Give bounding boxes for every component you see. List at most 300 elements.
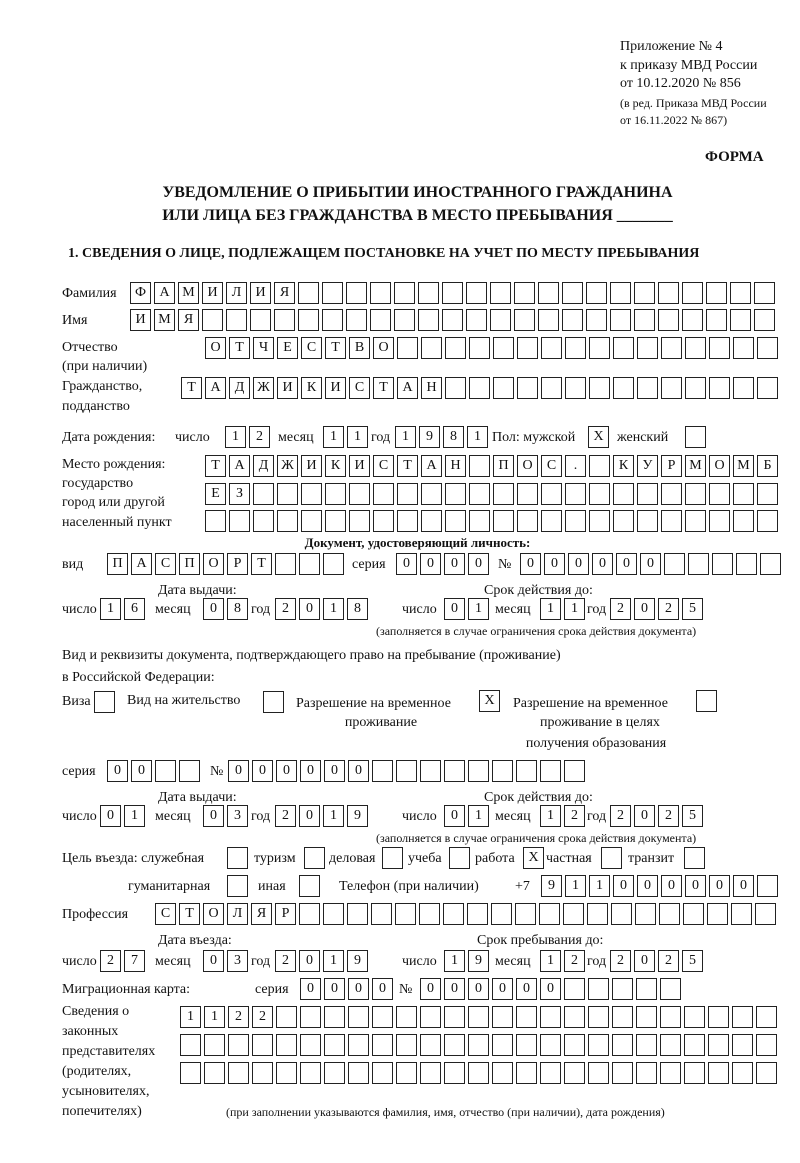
char-cell[interactable]: 0 xyxy=(444,553,465,575)
char-cell[interactable]: Л xyxy=(226,282,247,304)
char-cell[interactable] xyxy=(538,309,559,331)
char-cell[interactable] xyxy=(445,483,466,505)
char-cell[interactable]: И xyxy=(202,282,223,304)
char-cell[interactable]: П xyxy=(107,553,128,575)
char-cell[interactable]: . xyxy=(565,455,586,477)
char-cell[interactable] xyxy=(301,483,322,505)
char-cell[interactable] xyxy=(466,309,487,331)
char-cell[interactable]: 3 xyxy=(227,950,248,972)
char-cell[interactable] xyxy=(635,903,656,925)
char-cell[interactable] xyxy=(708,1006,729,1028)
char-cell[interactable] xyxy=(444,1034,465,1056)
char-cell[interactable]: 2 xyxy=(610,950,631,972)
char-cell[interactable]: З xyxy=(229,483,250,505)
char-cell[interactable] xyxy=(732,1062,753,1084)
char-cell[interactable] xyxy=(684,1006,705,1028)
char-cell[interactable] xyxy=(589,510,610,532)
char-cell[interactable]: 0 xyxy=(634,805,655,827)
char-cell[interactable]: 0 xyxy=(544,553,565,575)
char-cell[interactable] xyxy=(660,1034,681,1056)
char-cell[interactable] xyxy=(346,282,367,304)
char-cell[interactable] xyxy=(564,978,585,1000)
char-cell[interactable]: 0 xyxy=(348,760,369,782)
char-cell[interactable] xyxy=(756,1006,777,1028)
char-cell[interactable] xyxy=(612,1062,633,1084)
res-series-field[interactable] xyxy=(107,760,200,782)
char-cell[interactable] xyxy=(396,760,417,782)
char-cell[interactable]: 5 xyxy=(682,805,703,827)
char-cell[interactable]: С xyxy=(155,903,176,925)
char-cell[interactable] xyxy=(610,282,631,304)
char-cell[interactable] xyxy=(370,309,391,331)
char-cell[interactable] xyxy=(445,510,466,532)
char-cell[interactable]: 1 xyxy=(565,875,586,897)
char-cell[interactable]: 0 xyxy=(131,760,152,782)
id-issue-year-field[interactable] xyxy=(275,598,368,620)
char-cell[interactable] xyxy=(226,309,247,331)
char-cell[interactable] xyxy=(493,377,514,399)
char-cell[interactable]: М xyxy=(733,455,754,477)
char-cell[interactable] xyxy=(733,483,754,505)
char-cell[interactable]: 0 xyxy=(468,978,489,1000)
char-cell[interactable] xyxy=(299,903,320,925)
char-cell[interactable]: С xyxy=(349,377,370,399)
entry-year-field[interactable] xyxy=(275,950,368,972)
char-cell[interactable] xyxy=(706,309,727,331)
char-cell[interactable] xyxy=(612,978,633,1000)
char-cell[interactable]: Т xyxy=(179,903,200,925)
char-cell[interactable] xyxy=(370,282,391,304)
char-cell[interactable] xyxy=(274,309,295,331)
char-cell[interactable] xyxy=(516,1062,537,1084)
char-cell[interactable] xyxy=(589,483,610,505)
char-cell[interactable]: 2 xyxy=(275,805,296,827)
char-cell[interactable] xyxy=(371,903,392,925)
char-cell[interactable] xyxy=(709,337,730,359)
char-cell[interactable]: 1 xyxy=(468,598,489,620)
char-cell[interactable] xyxy=(299,553,320,575)
char-cell[interactable] xyxy=(636,1006,657,1028)
char-cell[interactable] xyxy=(683,903,704,925)
char-cell[interactable]: Д xyxy=(229,377,250,399)
char-cell[interactable] xyxy=(323,553,344,575)
char-cell[interactable] xyxy=(420,1006,441,1028)
char-cell[interactable]: Л xyxy=(227,903,248,925)
reps-field-3[interactable] xyxy=(180,1062,777,1084)
char-cell[interactable]: 8 xyxy=(347,598,368,620)
char-cell[interactable]: А xyxy=(229,455,250,477)
char-cell[interactable] xyxy=(298,309,319,331)
char-cell[interactable] xyxy=(659,903,680,925)
char-cell[interactable] xyxy=(637,510,658,532)
char-cell[interactable]: Я xyxy=(251,903,272,925)
char-cell[interactable]: О xyxy=(203,553,224,575)
char-cell[interactable]: 0 xyxy=(228,760,249,782)
char-cell[interactable] xyxy=(664,553,685,575)
char-cell[interactable] xyxy=(276,1062,297,1084)
char-cell[interactable]: 2 xyxy=(610,805,631,827)
char-cell[interactable]: И xyxy=(250,282,271,304)
char-cell[interactable]: О xyxy=(205,337,226,359)
char-cell[interactable] xyxy=(589,455,610,477)
char-cell[interactable] xyxy=(517,483,538,505)
char-cell[interactable]: К xyxy=(325,455,346,477)
char-cell[interactable]: Т xyxy=(251,553,272,575)
phone-field[interactable] xyxy=(541,875,778,897)
char-cell[interactable] xyxy=(688,553,709,575)
char-cell[interactable] xyxy=(731,903,752,925)
char-cell[interactable] xyxy=(443,903,464,925)
char-cell[interactable] xyxy=(348,1034,369,1056)
purpose-work-checkbox[interactable]: X xyxy=(523,847,544,869)
char-cell[interactable] xyxy=(708,1034,729,1056)
char-cell[interactable] xyxy=(541,337,562,359)
char-cell[interactable]: 0 xyxy=(444,978,465,1000)
char-cell[interactable]: 0 xyxy=(468,553,489,575)
char-cell[interactable]: 0 xyxy=(733,875,754,897)
char-cell[interactable]: 2 xyxy=(228,1006,249,1028)
char-cell[interactable] xyxy=(372,1006,393,1028)
char-cell[interactable] xyxy=(660,1062,681,1084)
res-issue-month-field[interactable] xyxy=(203,805,248,827)
char-cell[interactable]: 0 xyxy=(516,978,537,1000)
profession-field[interactable] xyxy=(155,903,776,925)
visa-checkbox[interactable] xyxy=(94,691,115,713)
char-cell[interactable]: 5 xyxy=(682,598,703,620)
char-cell[interactable] xyxy=(467,903,488,925)
char-cell[interactable] xyxy=(540,1062,561,1084)
char-cell[interactable] xyxy=(442,309,463,331)
char-cell[interactable] xyxy=(562,309,583,331)
char-cell[interactable] xyxy=(277,483,298,505)
char-cell[interactable] xyxy=(395,903,416,925)
char-cell[interactable]: И xyxy=(277,377,298,399)
char-cell[interactable] xyxy=(420,1034,441,1056)
purpose-study-checkbox[interactable] xyxy=(449,847,470,869)
char-cell[interactable] xyxy=(322,282,343,304)
char-cell[interactable] xyxy=(707,903,728,925)
char-cell[interactable] xyxy=(637,377,658,399)
char-cell[interactable] xyxy=(394,309,415,331)
char-cell[interactable]: 1 xyxy=(124,805,145,827)
char-cell[interactable] xyxy=(660,1006,681,1028)
char-cell[interactable]: 0 xyxy=(709,875,730,897)
char-cell[interactable]: Т xyxy=(205,455,226,477)
char-cell[interactable]: Е xyxy=(277,337,298,359)
char-cell[interactable]: Е xyxy=(205,483,226,505)
char-cell[interactable]: Т xyxy=(229,337,250,359)
stay-month-field[interactable] xyxy=(540,950,585,972)
char-cell[interactable]: 0 xyxy=(276,760,297,782)
char-cell[interactable] xyxy=(468,1034,489,1056)
char-cell[interactable] xyxy=(661,337,682,359)
char-cell[interactable]: 1 xyxy=(540,598,561,620)
char-cell[interactable] xyxy=(709,483,730,505)
entry-day-field[interactable] xyxy=(100,950,145,972)
char-cell[interactable]: 0 xyxy=(616,553,637,575)
char-cell[interactable] xyxy=(732,1006,753,1028)
char-cell[interactable]: Т xyxy=(373,377,394,399)
char-cell[interactable]: 0 xyxy=(396,553,417,575)
char-cell[interactable] xyxy=(444,1006,465,1028)
char-cell[interactable] xyxy=(466,282,487,304)
char-cell[interactable]: И xyxy=(349,455,370,477)
char-cell[interactable]: 1 xyxy=(444,950,465,972)
char-cell[interactable] xyxy=(349,510,370,532)
res-valid-year-field[interactable] xyxy=(610,805,703,827)
char-cell[interactable] xyxy=(610,309,631,331)
char-cell[interactable] xyxy=(684,1062,705,1084)
char-cell[interactable] xyxy=(418,309,439,331)
char-cell[interactable]: 0 xyxy=(492,978,513,1000)
char-cell[interactable]: 0 xyxy=(107,760,128,782)
char-cell[interactable] xyxy=(204,1062,225,1084)
char-cell[interactable]: 9 xyxy=(419,426,440,448)
char-cell[interactable]: 0 xyxy=(299,598,320,620)
char-cell[interactable] xyxy=(564,1062,585,1084)
char-cell[interactable] xyxy=(588,978,609,1000)
char-cell[interactable]: 1 xyxy=(564,598,585,620)
char-cell[interactable]: 1 xyxy=(468,805,489,827)
char-cell[interactable]: 0 xyxy=(348,978,369,1000)
name-field[interactable] xyxy=(130,309,775,331)
char-cell[interactable]: 1 xyxy=(540,950,561,972)
char-cell[interactable]: 0 xyxy=(637,875,658,897)
char-cell[interactable] xyxy=(372,760,393,782)
char-cell[interactable]: М xyxy=(178,282,199,304)
char-cell[interactable] xyxy=(490,309,511,331)
char-cell[interactable] xyxy=(562,282,583,304)
char-cell[interactable]: 0 xyxy=(324,760,345,782)
stay-day-field[interactable] xyxy=(444,950,489,972)
char-cell[interactable] xyxy=(541,377,562,399)
char-cell[interactable] xyxy=(636,978,657,1000)
char-cell[interactable] xyxy=(660,978,681,1000)
birth-year-field[interactable] xyxy=(395,426,488,448)
char-cell[interactable] xyxy=(250,309,271,331)
char-cell[interactable]: 3 xyxy=(227,805,248,827)
char-cell[interactable] xyxy=(298,282,319,304)
char-cell[interactable] xyxy=(613,510,634,532)
char-cell[interactable] xyxy=(730,282,751,304)
char-cell[interactable] xyxy=(180,1034,201,1056)
char-cell[interactable]: 8 xyxy=(227,598,248,620)
char-cell[interactable] xyxy=(613,483,634,505)
char-cell[interactable] xyxy=(252,1034,273,1056)
char-cell[interactable]: 0 xyxy=(444,805,465,827)
char-cell[interactable] xyxy=(712,553,733,575)
char-cell[interactable] xyxy=(253,510,274,532)
char-cell[interactable] xyxy=(589,377,610,399)
char-cell[interactable] xyxy=(324,1062,345,1084)
res-valid-month-field[interactable] xyxy=(540,805,585,827)
char-cell[interactable]: Ж xyxy=(253,377,274,399)
char-cell[interactable]: Т xyxy=(181,377,202,399)
char-cell[interactable] xyxy=(589,337,610,359)
char-cell[interactable]: 1 xyxy=(323,950,344,972)
char-cell[interactable]: 8 xyxy=(443,426,464,448)
char-cell[interactable]: У xyxy=(637,455,658,477)
char-cell[interactable]: 0 xyxy=(613,875,634,897)
char-cell[interactable] xyxy=(444,1062,465,1084)
char-cell[interactable] xyxy=(563,903,584,925)
char-cell[interactable] xyxy=(756,1034,777,1056)
char-cell[interactable] xyxy=(493,483,514,505)
char-cell[interactable] xyxy=(538,282,559,304)
purpose-humanitarian-checkbox[interactable] xyxy=(227,875,248,897)
surname-field[interactable] xyxy=(130,282,775,304)
char-cell[interactable]: 0 xyxy=(203,950,224,972)
char-cell[interactable] xyxy=(636,1062,657,1084)
char-cell[interactable] xyxy=(757,510,778,532)
char-cell[interactable] xyxy=(517,377,538,399)
purpose-business-checkbox[interactable] xyxy=(382,847,403,869)
char-cell[interactable] xyxy=(564,760,585,782)
char-cell[interactable] xyxy=(372,1062,393,1084)
char-cell[interactable]: И xyxy=(301,455,322,477)
char-cell[interactable]: 1 xyxy=(225,426,246,448)
char-cell[interactable] xyxy=(348,1006,369,1028)
char-cell[interactable] xyxy=(324,1006,345,1028)
char-cell[interactable] xyxy=(469,510,490,532)
char-cell[interactable]: 0 xyxy=(420,978,441,1000)
char-cell[interactable]: 9 xyxy=(347,805,368,827)
char-cell[interactable]: К xyxy=(613,455,634,477)
res-issue-day-field[interactable] xyxy=(100,805,145,827)
char-cell[interactable]: 0 xyxy=(634,950,655,972)
char-cell[interactable]: 9 xyxy=(347,950,368,972)
char-cell[interactable] xyxy=(709,510,730,532)
char-cell[interactable] xyxy=(180,1062,201,1084)
char-cell[interactable]: 1 xyxy=(347,426,368,448)
char-cell[interactable]: 2 xyxy=(658,950,679,972)
char-cell[interactable] xyxy=(516,1034,537,1056)
char-cell[interactable] xyxy=(394,282,415,304)
char-cell[interactable] xyxy=(682,282,703,304)
char-cell[interactable] xyxy=(204,1034,225,1056)
char-cell[interactable]: 9 xyxy=(468,950,489,972)
char-cell[interactable]: 2 xyxy=(610,598,631,620)
char-cell[interactable] xyxy=(444,760,465,782)
char-cell[interactable]: О xyxy=(203,903,224,925)
char-cell[interactable] xyxy=(347,903,368,925)
char-cell[interactable] xyxy=(661,510,682,532)
char-cell[interactable] xyxy=(275,553,296,575)
char-cell[interactable]: Ж xyxy=(277,455,298,477)
char-cell[interactable] xyxy=(612,1006,633,1028)
char-cell[interactable] xyxy=(685,483,706,505)
char-cell[interactable]: 2 xyxy=(564,950,585,972)
char-cell[interactable] xyxy=(396,1062,417,1084)
char-cell[interactable] xyxy=(754,282,775,304)
char-cell[interactable] xyxy=(325,510,346,532)
char-cell[interactable] xyxy=(612,1034,633,1056)
char-cell[interactable] xyxy=(372,1034,393,1056)
char-cell[interactable] xyxy=(420,760,441,782)
sex-female-checkbox[interactable] xyxy=(685,426,706,448)
char-cell[interactable] xyxy=(517,510,538,532)
char-cell[interactable] xyxy=(708,1062,729,1084)
birth-month-field[interactable] xyxy=(323,426,368,448)
char-cell[interactable] xyxy=(300,1034,321,1056)
char-cell[interactable] xyxy=(756,1062,777,1084)
char-cell[interactable] xyxy=(276,1034,297,1056)
birthplace-field-1[interactable] xyxy=(205,455,778,477)
char-cell[interactable]: 0 xyxy=(372,978,393,1000)
char-cell[interactable]: А xyxy=(421,455,442,477)
char-cell[interactable] xyxy=(736,553,757,575)
char-cell[interactable]: 0 xyxy=(300,978,321,1000)
char-cell[interactable] xyxy=(277,510,298,532)
char-cell[interactable] xyxy=(565,483,586,505)
trp-education-checkbox[interactable] xyxy=(696,690,717,712)
char-cell[interactable] xyxy=(565,510,586,532)
res-number-field[interactable] xyxy=(228,760,585,782)
char-cell[interactable]: 0 xyxy=(444,598,465,620)
char-cell[interactable] xyxy=(301,510,322,532)
char-cell[interactable] xyxy=(540,1034,561,1056)
char-cell[interactable]: 5 xyxy=(682,950,703,972)
char-cell[interactable]: 9 xyxy=(541,875,562,897)
char-cell[interactable]: 2 xyxy=(658,598,679,620)
char-cell[interactable]: И xyxy=(325,377,346,399)
char-cell[interactable] xyxy=(754,309,775,331)
id-valid-month-field[interactable] xyxy=(540,598,585,620)
char-cell[interactable] xyxy=(396,1006,417,1028)
char-cell[interactable] xyxy=(611,903,632,925)
char-cell[interactable] xyxy=(420,1062,441,1084)
char-cell[interactable] xyxy=(421,483,442,505)
citizenship-field[interactable] xyxy=(181,377,778,399)
char-cell[interactable] xyxy=(253,483,274,505)
char-cell[interactable]: О xyxy=(517,455,538,477)
char-cell[interactable] xyxy=(757,875,778,897)
char-cell[interactable]: 0 xyxy=(203,598,224,620)
char-cell[interactable] xyxy=(205,510,226,532)
char-cell[interactable] xyxy=(733,337,754,359)
char-cell[interactable] xyxy=(732,1034,753,1056)
char-cell[interactable]: Я xyxy=(178,309,199,331)
char-cell[interactable] xyxy=(637,483,658,505)
char-cell[interactable]: Д xyxy=(253,455,274,477)
char-cell[interactable] xyxy=(760,553,781,575)
purpose-other-checkbox[interactable] xyxy=(299,875,320,897)
char-cell[interactable]: 0 xyxy=(634,598,655,620)
char-cell[interactable] xyxy=(684,1034,705,1056)
char-cell[interactable] xyxy=(540,760,561,782)
char-cell[interactable] xyxy=(323,903,344,925)
char-cell[interactable] xyxy=(469,455,490,477)
char-cell[interactable] xyxy=(397,510,418,532)
char-cell[interactable] xyxy=(468,760,489,782)
char-cell[interactable]: М xyxy=(154,309,175,331)
char-cell[interactable] xyxy=(514,282,535,304)
char-cell[interactable]: Р xyxy=(275,903,296,925)
char-cell[interactable]: 0 xyxy=(420,553,441,575)
char-cell[interactable]: 0 xyxy=(540,978,561,1000)
char-cell[interactable]: 0 xyxy=(299,950,320,972)
char-cell[interactable]: 1 xyxy=(395,426,416,448)
char-cell[interactable]: 1 xyxy=(204,1006,225,1028)
char-cell[interactable]: 1 xyxy=(589,875,610,897)
char-cell[interactable] xyxy=(730,309,751,331)
char-cell[interactable]: 2 xyxy=(564,805,585,827)
trp-checkbox[interactable]: X xyxy=(479,690,500,712)
char-cell[interactable]: Р xyxy=(661,455,682,477)
char-cell[interactable]: 0 xyxy=(568,553,589,575)
char-cell[interactable] xyxy=(706,282,727,304)
char-cell[interactable]: 2 xyxy=(275,598,296,620)
